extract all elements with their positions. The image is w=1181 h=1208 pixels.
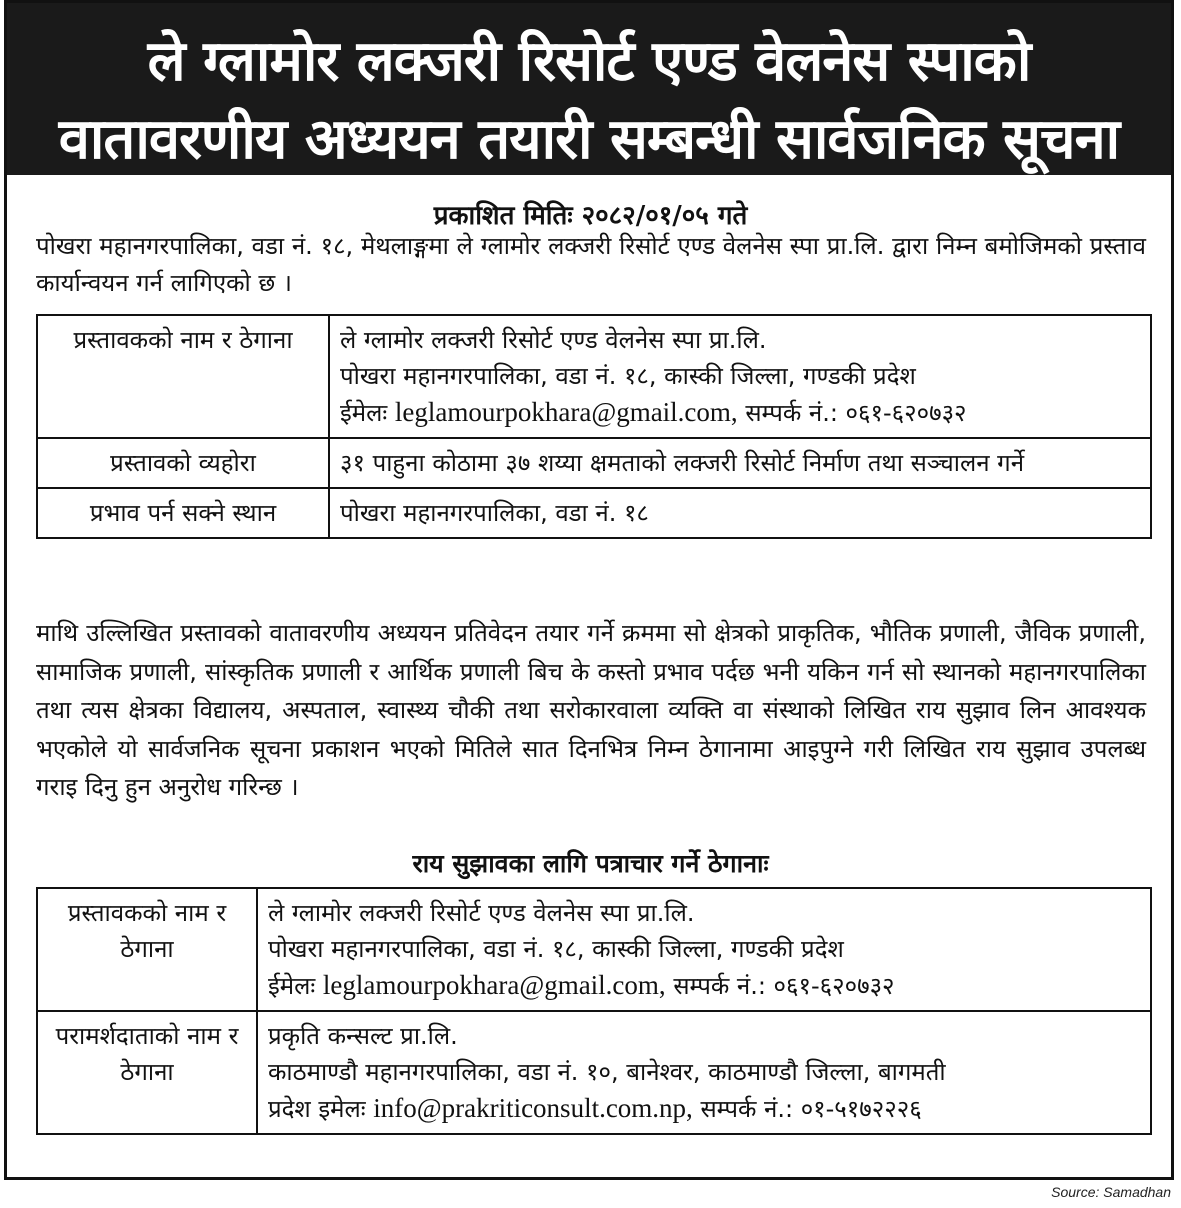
proposal-subject-label: प्रस्तावको व्यहोरा (37, 438, 329, 488)
header-line-2: वातावरणीय अध्ययन तयारी सम्बन्धी सार्वजनिक सूचना (58, 107, 1120, 172)
contact-proposer-details (257, 888, 1151, 1011)
proposer-contact-line (340, 394, 1140, 431)
contact-proposer-address: पोखरा महानगरपालिका, वडा नं. १८, कास्की जिल्ला, गण्डकी प्रदेश (268, 935, 844, 963)
email-label: ईमेलः (340, 399, 388, 427)
table-row (37, 1011, 1151, 1134)
source-credit: Source: Samadhan (1051, 1184, 1171, 1200)
proposer-address: पोखरा महानगरपालिका, वडा नं. १८, कास्की जिल्ला, गण्डकी प्रदेश (340, 362, 916, 390)
consultant-name: प्रकृति कन्सल्ट प्रा.लि. (268, 1022, 458, 1050)
email-label: ईमेलः (268, 972, 316, 1000)
proposer-email: leglamourpokhara@gmail.com, (394, 397, 738, 427)
affected-area-label: प्रभाव पर्न सक्ने स्थान (37, 488, 329, 538)
consultant-phone: सम्पर्क नं.: ०१-५१७२२२६ (700, 1095, 922, 1123)
proposal-subject-value: ३१ पाहुना कोठामा ३७ शय्या क्षमताको लक्जरी रिसोर्ट निर्माण तथा सञ्चालन गर्ने (329, 438, 1151, 488)
proposal-table (36, 314, 1152, 539)
consultant-email: info@prakriticonsult.com.np, (373, 1093, 693, 1123)
table-row (37, 438, 1151, 488)
proposer-details (329, 315, 1151, 438)
contact-heading: राय सुझावका लागि पत्राचार गर्ने ठेगानाः (412, 849, 769, 878)
consultant-contact-line (268, 1090, 1140, 1127)
consultant-email-label: प्रदेश इमेलः (268, 1095, 366, 1123)
proposer-label: प्रस्तावकको नाम र ठेगाना (37, 315, 329, 438)
notice-header (7, 3, 1171, 175)
consultant-label: परामर्शदाताको नाम र ठेगाना (37, 1011, 257, 1134)
contact-proposer-contact-line (268, 967, 1140, 1004)
body-paragraph: माथि उल्लिखित प्रस्तावको वातावरणीय अध्ययन प्रतिवेदन तयार गर्ने क्रममा सो क्षेत्रको प्राकृतिक, भौतिक प्रणाली, जैविक प्रणाली, सामाजिक प्रणाली, सांस्कृतिक प्रणाली र आर्थिक प्रणाली बिच के कस्तो प्रभाव पर्दछ भनी यकिन गर्न सो स्थानको महानगरपालिका तथा त्यस क्षेत्रका विद्यालय, अस्पताल, स्वास्थ्य चौकी तथा सरोकारवाला व्यक्ति वा संस्थाको लिखित राय सुझाव लिन आवश्यक भएकोले यो सार्वजनिक सूचना प्रकाशन भएको मितिले सात दिनभित्र निम्न ठेगानामा आइपुग्ने गरी लिखित राय सुझाव उपलब्ध गराइ दिनु हुन अनुरोध गरिन्छ । (36, 619, 1146, 801)
table-row (37, 488, 1151, 538)
intro-paragraph: पोखरा महानगरपालिका, वडा नं. १८, मेथलाङ्गमा ले ग्लामोर लक्जरी रिसोर्ट एण्ड वेलनेस स्पा प्रा.लि. द्वारा निम्न बमोजिमको प्रस्ताव कार्यान्वयन गर्न लागिएको छ । (36, 232, 1146, 297)
table-row (37, 315, 1151, 438)
contact-table (36, 887, 1152, 1135)
consultant-details (257, 1011, 1151, 1134)
contact-proposer-name: ले ग्लामोर लक्जरी रिसोर्ट एण्ड वेलनेस स्पा प्रा.लि. (268, 899, 695, 927)
contact-proposer-phone: सम्पर्क नं.: ०६१-६२०७३२ (673, 972, 895, 1000)
table-row (37, 888, 1151, 1011)
contact-proposer-email: leglamourpokhara@gmail.com, (322, 970, 666, 1000)
proposer-phone: सम्पर्क नं.: ०६१-६२०७३२ (745, 399, 967, 427)
published-date: प्रकाशित मितिः २०८२/०१/०५ गते (433, 201, 748, 231)
consultant-address: काठमाण्डौ महानगरपालिका, वडा नं. १०, बानेश्वर, काठमाण्डौ जिल्ला, बागमती (268, 1058, 946, 1086)
contact-proposer-label: प्रस्तावकको नाम र ठेगाना (37, 888, 257, 1011)
proposer-name: ले ग्लामोर लक्जरी रिसोर्ट एण्ड वेलनेस स्पा प्रा.लि. (340, 326, 767, 354)
affected-area-value: पोखरा महानगरपालिका, वडा नं. १८ (329, 488, 1151, 538)
header-line-1: ले ग्लामोर लक्जरी रिसोर्ट एण्ड वेलनेस स्पाको (147, 29, 1031, 94)
